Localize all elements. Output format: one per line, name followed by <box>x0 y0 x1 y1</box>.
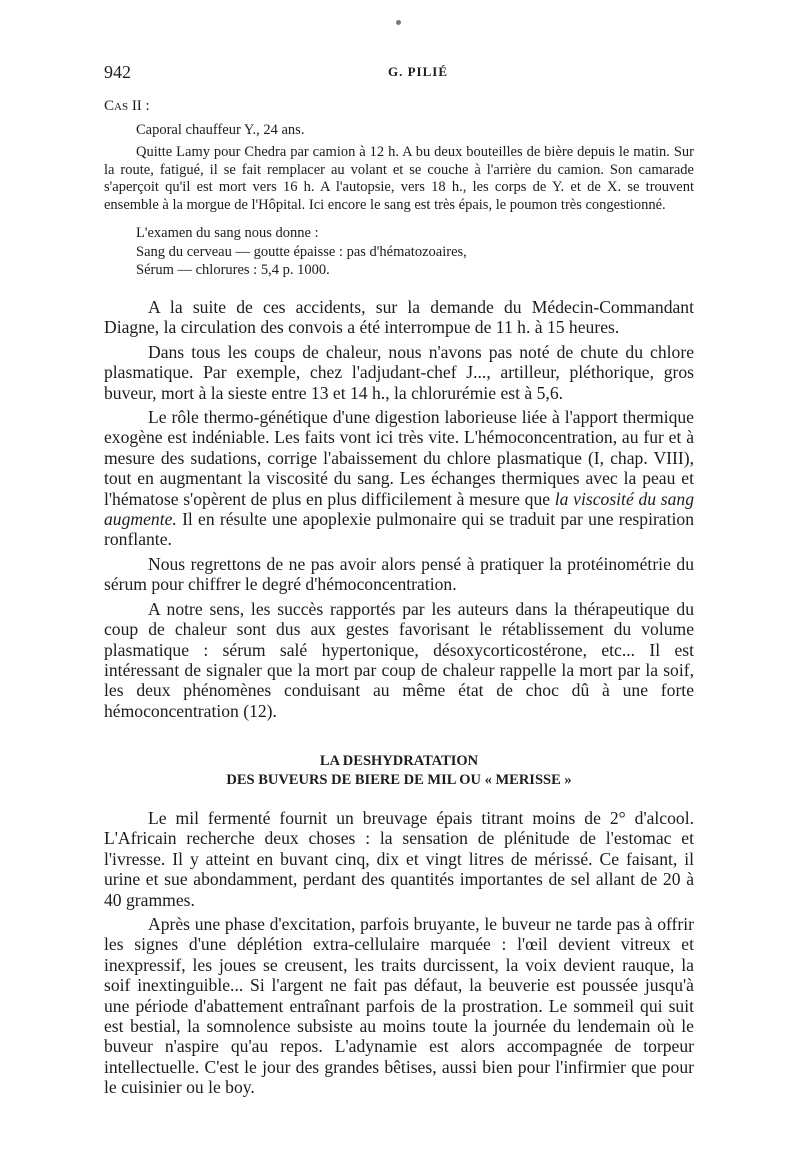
page-header <box>104 62 694 84</box>
body-text <box>104 297 694 721</box>
page-number: 942 <box>104 62 131 82</box>
case-line: Sérum — chlorures : 5,4 p. 1000. <box>136 261 330 278</box>
case-line: L'examen du sang nous donne : <box>136 225 319 241</box>
case-line: Caporal chauffeur Y., 24 ans. <box>136 122 305 138</box>
paragraph: A notre sens, les succès rapportés par les auteurs dans la thérapeutique du coup de chaleur sont dus aux gestes favorisant le rétablissement du volume plasmatique : sérum salé hypertonique, désoxycorticostérone, etc... Il est intéressant de signaler que la mort par coup de chaleur rappelle la mort par la soif, les deux phénomènes conduisant au même état de choc dû à une forte hémoconcentration (12). <box>104 598 694 721</box>
paragraph-text: Le rôle thermo-génétique d'une digestion laborieuse liée à l'apport thermique exogène est indéniable. Les faits vont ici très vite. L'hémoconcentration, au fur et à mesure des sudations, corrige l'abaissement du chlore plasmatique (I, chap. VIII), tout en augmentant la viscosité du sang. Les échanges thermiques avec la peau et l'hématose s'opèrent de plus en plus difficilement à mesure que <box>104 407 694 509</box>
section-title-line: LA DESHYDRATATION <box>319 753 479 769</box>
print-mark <box>396 20 401 25</box>
case-narrative <box>104 144 694 222</box>
case-blood-results <box>136 244 694 279</box>
paragraph: Nous regrettons de ne pas avoir alors pensé à pratiquer la protéinométrie du sérum pour chiffrer le degré d'hémoconcentration. <box>104 553 694 595</box>
case-line: Sang du cerveau — goutte épaisse : pas d'hématozoaires, <box>136 244 467 260</box>
paragraph: A la suite de ces accidents, sur la demande du Médecin-Commandant Diagne, la circulation des convois a été interrompue de 11 h. à 15 heures. <box>104 297 694 338</box>
running-head: G. PILIÉ <box>388 64 449 79</box>
paragraph <box>104 407 694 550</box>
paragraph: Le mil fermenté fournit un breuvage épais titrant moins de 2° d'alcool. L'Africain recherche deux choses : la sensation de plénitude de l'estomac et l'ivresse. Il y atteint en buvant cinq, dix et vingt litres de mérissé. Ce faisant, il urine et sue abondamment, perdant des quantités importantes de sel allant de 20 à 40 grammes. <box>104 808 694 910</box>
case-patient-line <box>136 122 694 140</box>
section-body <box>104 808 694 1098</box>
section-title-line: DES BUVEURS DE BIERE DE MIL OU « MERISSE » <box>226 772 572 788</box>
paragraph-text: Il en résulte une apoplexie pulmonaire qui se traduit par une respiration ronflante. <box>104 509 694 550</box>
paragraph: Dans tous les coups de chaleur, nous n'avons pas noté de chute du chlore plasmatique. Par exemple, chez l'adjudant-chef J..., artilleur, pléthorique, gros buveur, mort à la sieste entre 13 et 14 h., la chlorurémie est à 5,6. <box>104 341 694 403</box>
italic-phrase: la viscosité du sang augmente. <box>104 488 694 530</box>
section-title <box>104 752 694 790</box>
paragraph: Après une phase d'excitation, parfois bruyante, le buveur ne tarde pas à offrir les signes d'une déplétion extra-cellulaire marquée : l'œil devient vitreux et inexpressif, les joues se creusent, les traits durcissent, la voix devient rauque, la soif inextinguible... Si l'argent ne fait pas défaut, la beuverie est poussée jusqu'à une période d'abattement entraînant parfois de la prostration. Le sommeil qui suit est bestial, la somnolence subsiste au moins toute la journée du lendemain où le buveur n'aspire qu'au repos. L'adynamie est alors accompagnée de torpeur intellectuelle. C'est le jour des grandes bêtises, aussi bien pour l'infirmier que pour le cuisinier ou le boy. <box>104 914 694 1098</box>
case-exam-intro <box>136 225 694 243</box>
case-title: Cas II : <box>104 98 150 114</box>
case-line: Quitte Lamy pour Chedra par camion à 12 h. A bu deux bouteilles de bière depuis le matin. Sur la route, fatigué, il se fait remplacer au volant et se couche à l'arrière du camion. Son camarade s'aperçoit qu'il est mort vers 16 h. A l'autopsie, vers 18 h., les corps de Y. et de X. se trouvent ensemble à la morgue de l'Hôpital. Ici encore le sang est très épais, le poumon très congestionné. <box>104 144 694 213</box>
